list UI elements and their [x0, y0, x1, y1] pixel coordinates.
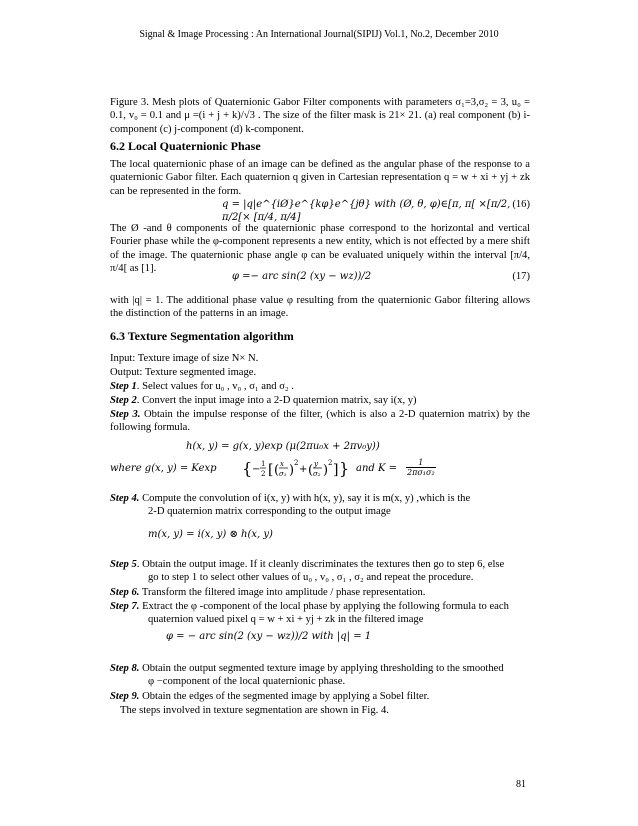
svg-text:(: ( [308, 463, 314, 478]
paragraph-phase-components: The Ø -and θ components of the quaternionic phase correspond to the horizontal and vertical Fourier phase while the φ-component represents a new entity, which is not effected by a mere shift of the image. The quaternionic phase angle φ can be evaluated uniquely within the interval [π/4, π/4[ as [1]. [110, 223, 530, 275]
step-7-label: Step 7. [110, 601, 140, 612]
svg-text:σ₁: σ₁ [279, 470, 287, 478]
step-5-label: Step 5 [110, 559, 137, 570]
svg-text:2: 2 [261, 470, 266, 478]
step-2-label: Step 2 [110, 395, 137, 406]
equation-16-number: (16) [512, 199, 530, 210]
svg-text:σ₂: σ₂ [313, 470, 321, 478]
step-3-label: Step 3. [110, 409, 141, 420]
svg-text:+: + [299, 464, 308, 475]
paragraph-unit-quaternion: with |q| = 1. The additional phase value φ resulting from the quaternionic Gabor filtering allows the distinction of the patterns in an image. [110, 295, 530, 320]
step-8-text: Obtain the output segmented texture image by applying thresholding to the smoothed [139, 663, 504, 674]
svg-text:2: 2 [294, 459, 299, 467]
svg-text:): ) [323, 463, 329, 478]
step-7-text: Extract the φ -component of the local phase by applying the following formula to each [139, 601, 509, 612]
equation-gaussian-envelope [110, 454, 530, 484]
svg-text:): ) [289, 463, 295, 478]
step-8-continuation: φ −component of the local quaternionic phase. [148, 676, 346, 688]
step-5 [110, 558, 530, 585]
equation-17-number: (17) [512, 271, 530, 282]
svg-text:(: ( [274, 463, 280, 478]
step-2 [110, 394, 530, 407]
step-7-continuation: quaternion valued pixel q = w + xi + yj + zk in the filtered image [148, 614, 424, 626]
gaussian-exponent-graphic [242, 454, 352, 484]
constant-K-fraction [406, 458, 436, 477]
page-number: 81 [516, 779, 526, 790]
equation-convolution-body: m(x, y) = i(x, y) ⊗ h(x, y) [148, 529, 273, 540]
equation-impulse-response-body: h(x, y) = g(x, y)exp (μ(2πu₀x + 2πv₀y)) [186, 441, 380, 452]
where-prefix: where g(x, y) = Kexp [110, 463, 217, 474]
svg-text:1: 1 [261, 460, 266, 468]
running-head: Signal & Image Processing : An International Journal(SIPIJ) Vol.1, No.2, December 2010 [139, 29, 499, 40]
svg-text:2: 2 [328, 459, 333, 467]
equation-16 [110, 198, 530, 224]
equation-17-body: φ =− arc sin(2 (xy − wz))/2 [232, 271, 372, 282]
step-6 [110, 586, 530, 599]
equation-phi [110, 630, 530, 644]
step-3-text: Obtain the impulse response of the filter, (which is also a 2-D quaternion matrix) by the following formula. [110, 409, 530, 434]
step-2-text: . Convert the input image into a 2-D quaternion matrix, say i(x, y) [136, 395, 417, 406]
step-5-continuation: go to step 1 to select other values of u₀ , v₀ , σ₁ , σ₂ and repeat the procedure. [148, 572, 474, 584]
equation-16-body: q = |q|e^{iØ}e^{kφ}e^{jθ} with (Ø, θ, φ)∈[π, π[ ×[π/2, π/2[× [π/4, π/4] [222, 199, 511, 224]
section-heading-6-2: 6.2 Local Quaternionic Phase [110, 139, 261, 153]
step-1-label: Step 1 [110, 381, 137, 392]
step-4-continuation: 2-D quaternion matrix corresponding to the output image [148, 506, 391, 518]
paragraph-local-phase: The local quaternionic phase of an image can be defined as the angular phase of the response to a quaternionic Gabor filter. Each quaternion q given in Cartesian representation q = w + xi + yj + zk can be represented in the form. [110, 159, 530, 197]
equation-impulse-response [110, 440, 530, 454]
step-9-label: Step 9. [110, 691, 140, 702]
step-8-label: Step 8. [110, 663, 140, 674]
algorithm-output: Output: Texture segmented image. [110, 367, 257, 378]
step-6-label: Step 6. [110, 587, 140, 598]
equation-convolution [110, 528, 530, 542]
svg-text:y: y [314, 460, 318, 468]
step-4-text: Compute the convolution of i(x, y) with h(x, y), say it is m(x, y) ,which is the [139, 493, 471, 504]
step-9 [110, 690, 530, 703]
constant-K-denominator: 2πσ₁σ₂ [407, 468, 435, 477]
closing-sentence: The steps involved in texture segmentation are shown in Fig. 4. [120, 705, 389, 716]
step-5-text: . Obtain the output image. If it cleanly discriminates the textures then go to step 6, else [136, 559, 505, 570]
equation-17 [110, 270, 530, 284]
svg-text:−: − [252, 464, 261, 475]
constant-K-numerator: 1 [406, 458, 436, 468]
step-1-text: . Select values for u₀ , v₀ , σ₁ and σ₂ . [136, 381, 294, 392]
section-heading-6-3: 6.3 Texture Segmentation algorithm [110, 329, 294, 343]
svg-text:[: [ [268, 462, 274, 478]
step-3 [110, 408, 530, 435]
step-1 [110, 380, 530, 393]
svg-text:{: { [242, 459, 253, 478]
step-7 [110, 600, 530, 627]
step-4-label: Step 4. [110, 493, 140, 504]
equation-phi-body: φ = − arc sin(2 (xy − wz))/2 with |q| = 1 [166, 631, 372, 642]
svg-text:]: ] [333, 462, 339, 478]
figure-caption: Figure 3. Mesh plots of Quaternionic Gabor Filter components with parameters σ₁=3,σ₂ = 3, u₀ = 0.1, v₀ = 0.1 and μ =(i + j + k)/√3 . The size of the filter mask is 21× 21. (a) real component (b) i-component (c) j-component (d) k-component. [110, 97, 530, 135]
algorithm-input: Input: Texture image of size N× N. [110, 353, 259, 364]
svg-text:}: } [339, 459, 350, 478]
step-9-text: Obtain the edges of the segmented image by applying a Sobel filter. [139, 691, 430, 702]
step-4 [110, 492, 530, 519]
svg-text:x: x [280, 460, 284, 468]
step-8 [110, 662, 530, 689]
step-6-text: Transform the filtered image into amplitude / phase representation. [139, 587, 426, 598]
where-and: and K = [356, 463, 398, 474]
